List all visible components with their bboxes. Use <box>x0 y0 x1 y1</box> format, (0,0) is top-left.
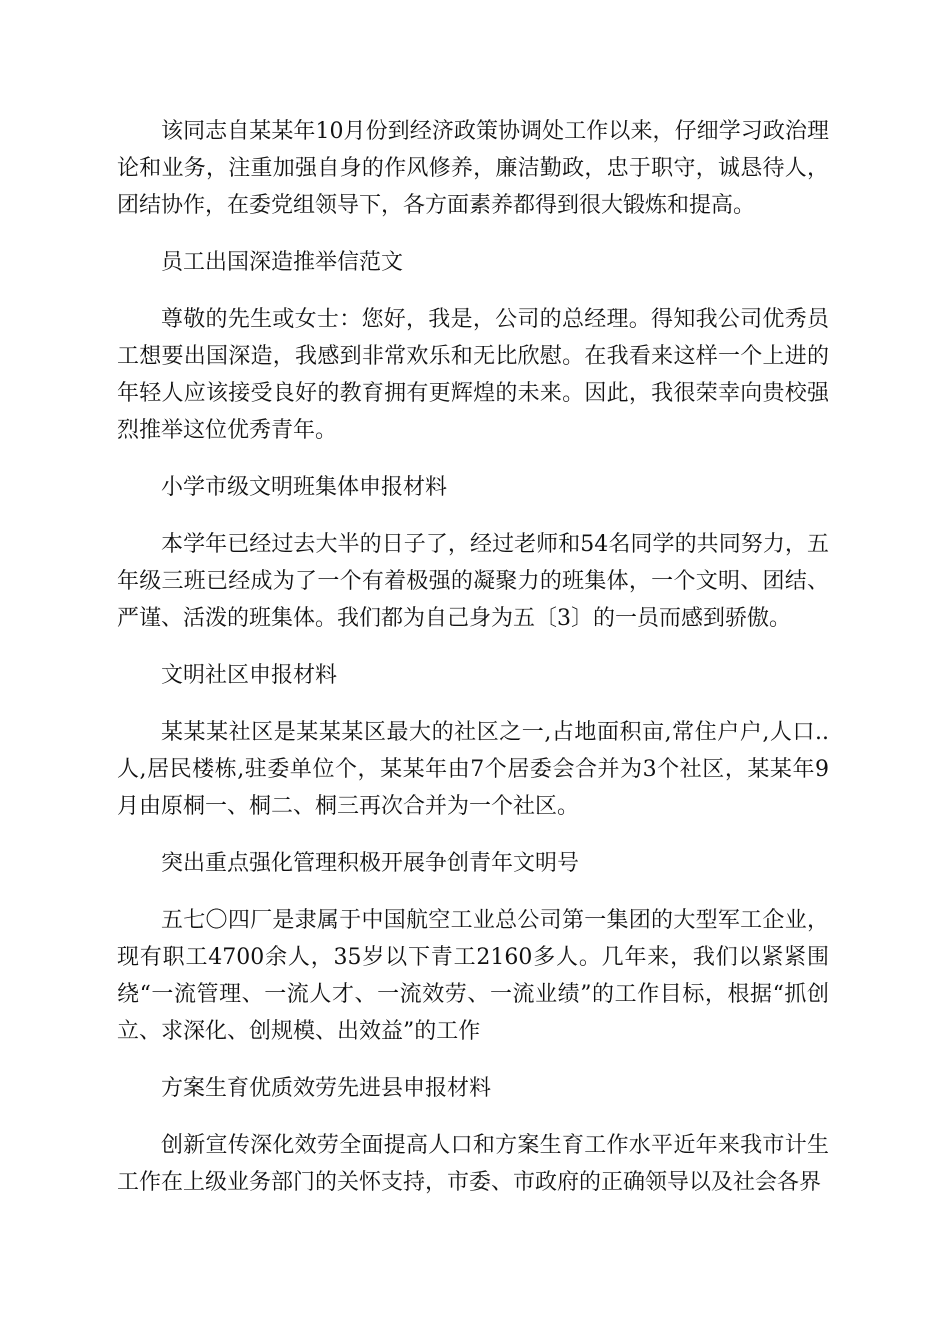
paragraph-civilized-class: 本学年已经过去大半的日子了，经过老师和54名同学的共同努力，五年级三班已经成为了一个有着极强的凝聚力的班集体，一个文明、团结、严谨、活泼的班集体。我们都为自己身为五〔3〕的一员而感到骄傲。 <box>117 532 829 631</box>
paragraph-civilized-community: 某某某社区是某某某区最大的社区之一,占地面积亩,常住户户,人口..人,居民楼栋,驻委单位个，某某年由7个居委会合并为3个社区，某某年9月由原桐一、桐二、桐三再次合并为一个社区。 <box>117 720 829 819</box>
section-heading-family-planning: 方案生育优质效劳先进县申报材料 <box>161 1076 492 1101</box>
paragraph-recommendation-letter: 尊敬的先生或女士：您好，我是，公司的总经理。得知我公司优秀员工想要出国深造，我感到非常欢乐和无比欣慰。在我看来这样一个上进的年轻人应该接受良好的教育拥有更辉煌的未来。因此，我很荣幸向贵校强烈推举这位优秀青年。 <box>117 307 829 443</box>
section-heading-youth-civilization: 突出重点强化管理积极开展争创青年文明号 <box>161 851 580 876</box>
paragraph-family-planning: 创新宣传深化效劳全面提高人口和方案生育工作水平近年来我市计生工作在上级业务部门的关怀支持，市委、市政府的正确领导以及社会各界 <box>117 1133 829 1195</box>
document-body <box>117 113 829 1221</box>
section-heading-civilized-community: 文明社区申报材料 <box>161 663 338 688</box>
section-heading-recommendation-letter: 员工出国深造推举信范文 <box>161 250 404 275</box>
paragraph-intro: 该同志自某某年10月份到经济政策协调处工作以来，仔细学习政治理论和业务，注重加强自身的作风修养，廉洁勤政，忠于职守，诚恳待人，团结协作，在委党组领导下，各方面素养都得到很大锻炼和提高。 <box>117 119 829 218</box>
section-heading-civilized-class: 小学市级文明班集体申报材料 <box>161 475 448 500</box>
paragraph-youth-civilization: 五七〇四厂是隶属于中国航空工业总公司第一集团的大型军工企业，现有职工4700余人，35岁以下青工2160多人。几年来，我们以紧紧围绕“一流管理、一流人才、一流效劳、一流业绩”的工作目标，根据“抓创立、求深化、创规模、出效益”的工作 <box>117 908 829 1044</box>
